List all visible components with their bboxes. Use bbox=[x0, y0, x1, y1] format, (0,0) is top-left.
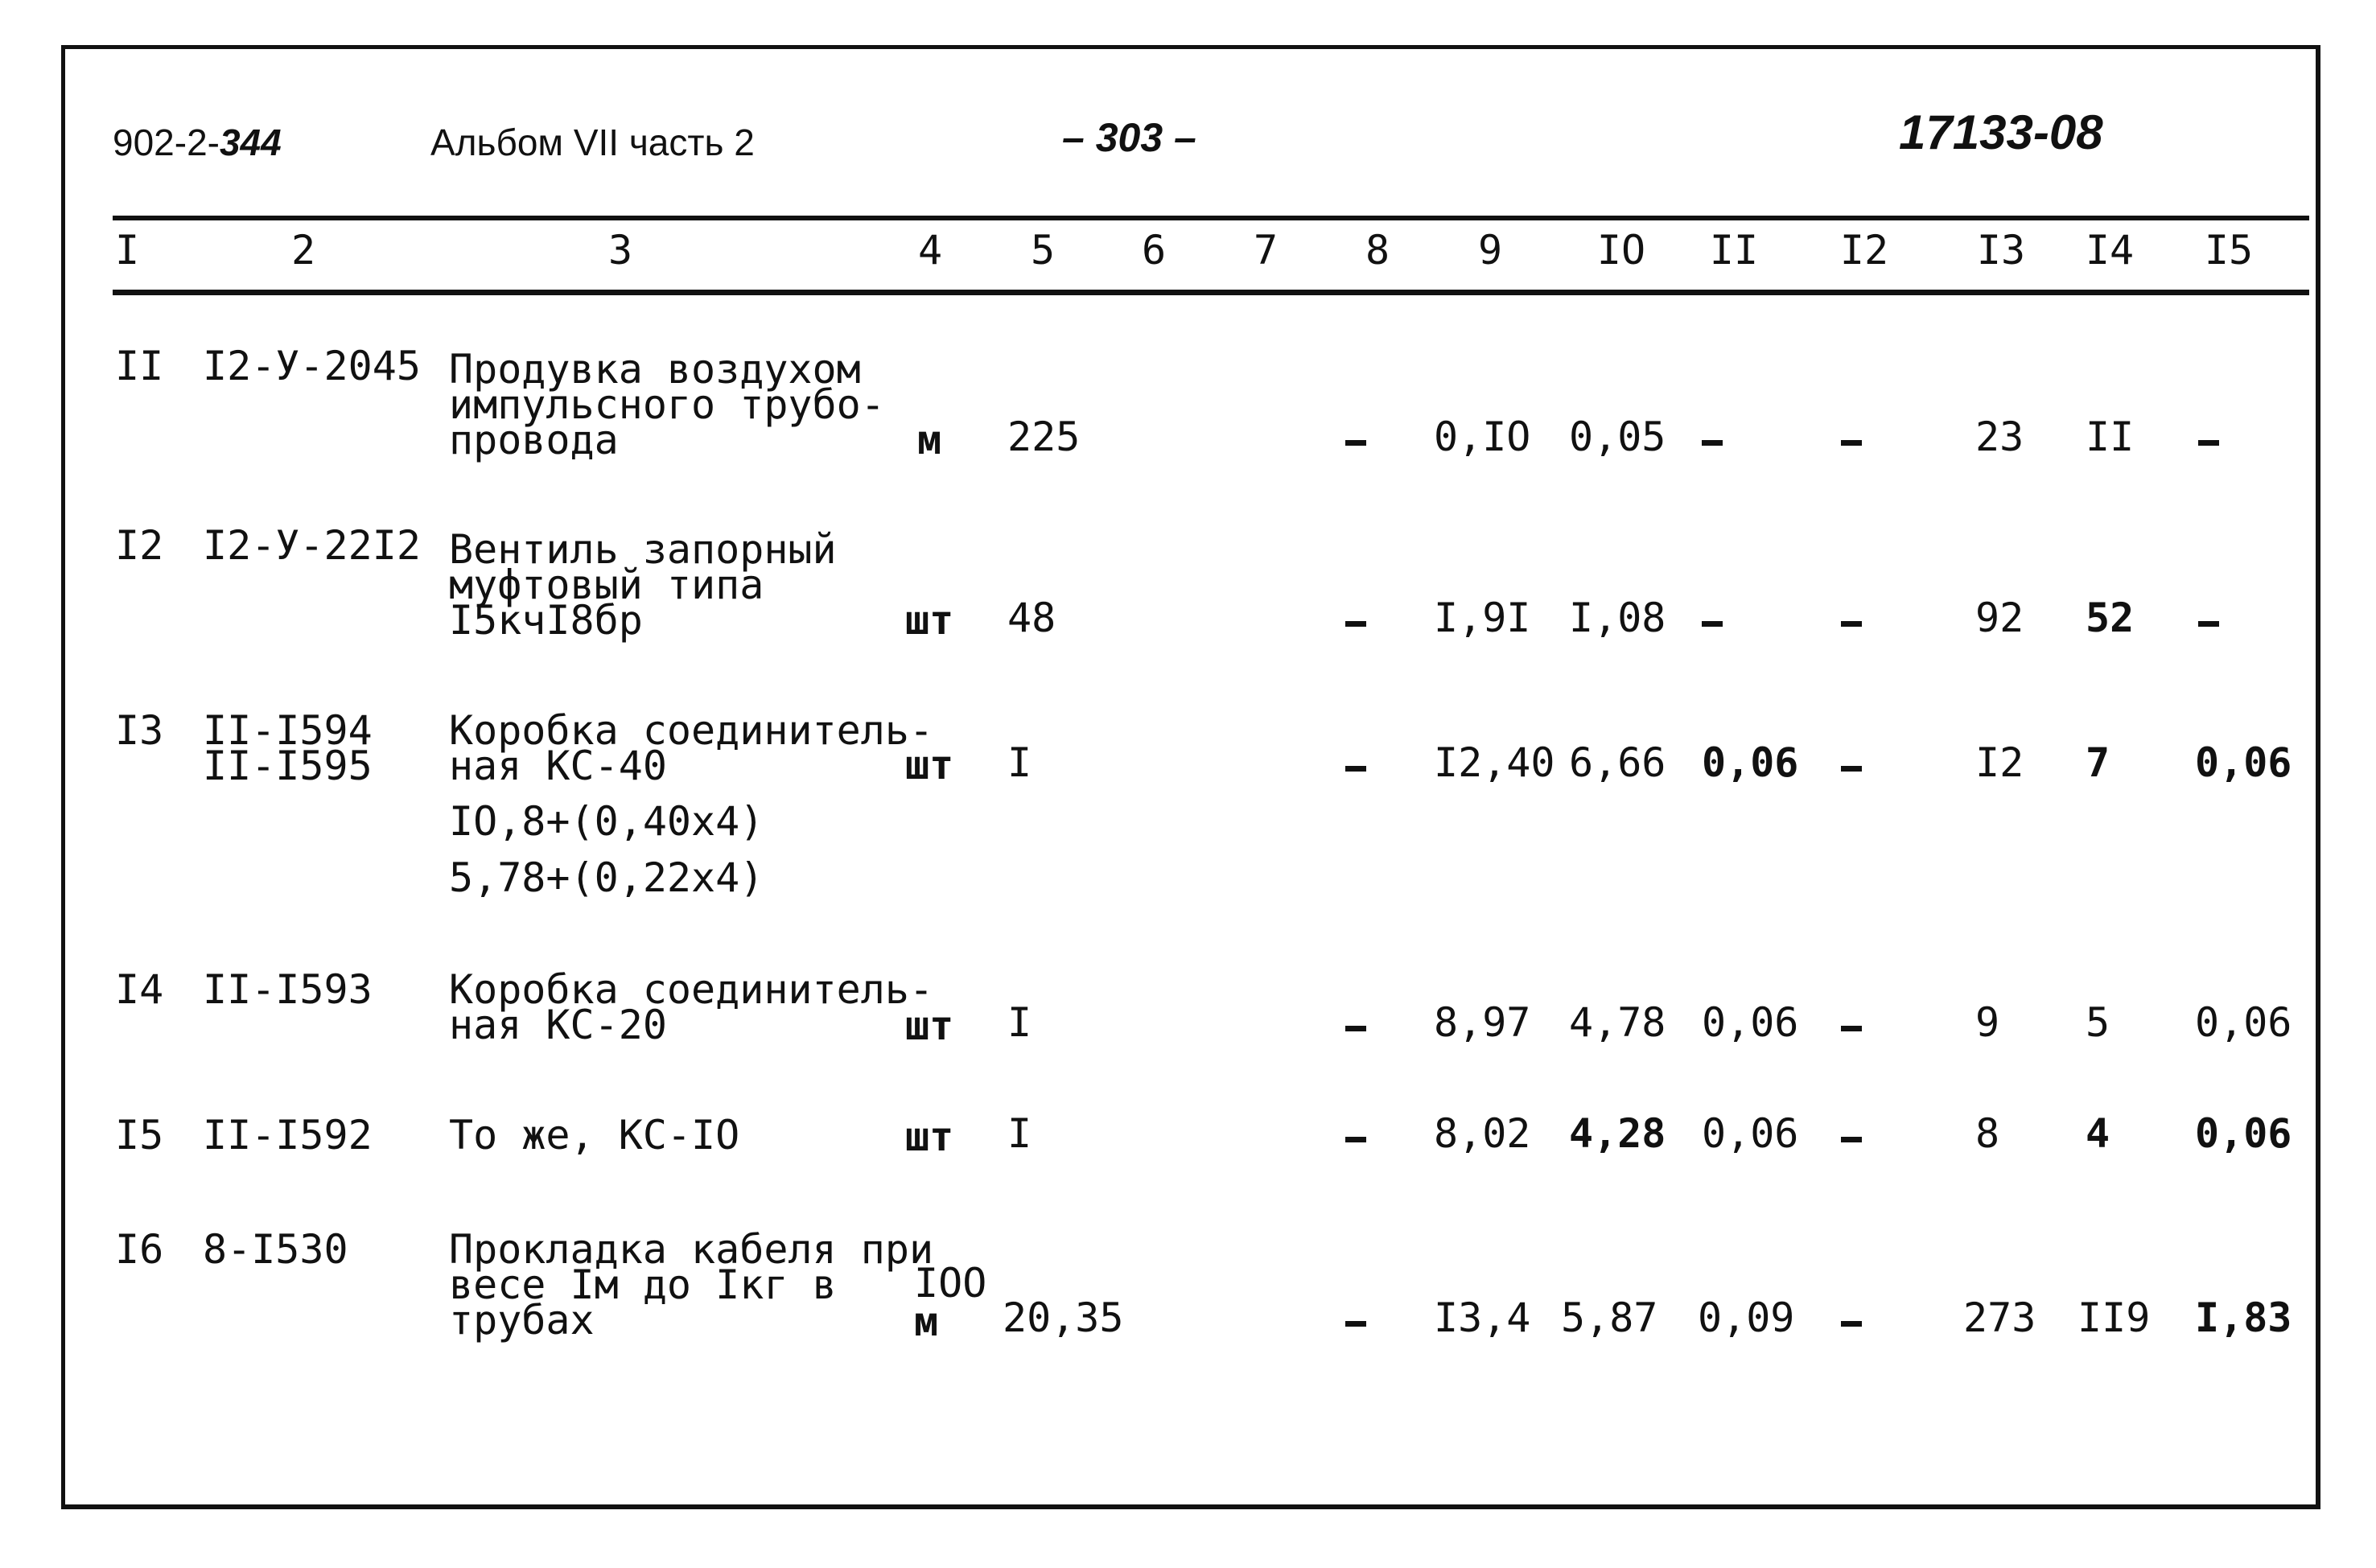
dash-col-8 bbox=[1345, 1321, 1366, 1327]
dash-col-11 bbox=[1702, 440, 1723, 446]
dash-col-11 bbox=[1702, 621, 1723, 627]
col-9-value: I2,40 bbox=[1434, 739, 1555, 786]
col-15-value: 0,06 bbox=[2195, 999, 2292, 1046]
quantity: I bbox=[1007, 999, 1032, 1046]
dash-col-12 bbox=[1841, 440, 1862, 446]
col-num-4: 4 bbox=[917, 227, 943, 274]
col-num-1: I bbox=[114, 227, 140, 274]
col-10-value: I,08 bbox=[1569, 595, 1666, 641]
dash-col-15 bbox=[2198, 621, 2219, 627]
dash-col-12 bbox=[1841, 1137, 1862, 1142]
description-line: ная КС-40 bbox=[449, 743, 667, 789]
description-line: Коробка соединитель- bbox=[449, 966, 934, 1013]
col-num-6: 6 bbox=[1141, 227, 1167, 274]
dash-col-15 bbox=[2198, 440, 2219, 446]
dash-col-12 bbox=[1841, 621, 1862, 627]
col-14-value: II bbox=[2086, 414, 2135, 460]
description-line: I5кчI8бр bbox=[449, 597, 643, 644]
col-14-value: 52 bbox=[2086, 595, 2135, 641]
unit: м bbox=[917, 417, 942, 463]
dash-col-8 bbox=[1345, 621, 1366, 627]
quantity: I bbox=[1007, 739, 1032, 786]
norm-code: II-I593 bbox=[203, 966, 373, 1013]
col-num-5: 5 bbox=[1030, 227, 1056, 274]
norm-code: I2-У-22I2 bbox=[203, 522, 421, 569]
col-9-value: I3,4 bbox=[1434, 1294, 1531, 1341]
unit: шт bbox=[905, 742, 954, 788]
description-formula: IO,8+(0,40x4) bbox=[449, 798, 764, 845]
row-number: I6 bbox=[115, 1226, 164, 1273]
description-line: Прокладка кабеля при bbox=[449, 1226, 934, 1273]
col-13-value: 23 bbox=[1975, 414, 2024, 460]
description-formula: 5,78+(0,22x4) bbox=[449, 854, 764, 901]
description-line: ная КС-20 bbox=[449, 1002, 667, 1048]
dash-col-8 bbox=[1345, 440, 1366, 446]
description-line: Вентиль запорный bbox=[449, 526, 837, 573]
col-9-value: I,9I bbox=[1434, 595, 1531, 641]
col-num-8: 8 bbox=[1365, 227, 1390, 274]
col-num-15: I5 bbox=[2204, 227, 2254, 274]
col-15-value: 0,06 bbox=[2195, 739, 2292, 786]
row-number: I4 bbox=[115, 966, 164, 1013]
row-number: I3 bbox=[115, 707, 164, 754]
col-11-value: 0,06 bbox=[1702, 999, 1799, 1046]
unit: шт bbox=[905, 597, 954, 644]
description-line: трубах bbox=[449, 1297, 595, 1344]
col-14-value: 5 bbox=[2086, 999, 2110, 1046]
description-line: весе Iм до Iкг в bbox=[449, 1261, 837, 1308]
description-line: Продувка воздухом bbox=[449, 346, 861, 393]
col-13-value: I2 bbox=[1975, 739, 2024, 786]
col-15-value: 0,06 bbox=[2195, 1110, 2292, 1157]
unit: шт bbox=[905, 1113, 954, 1160]
norm-code: II-I592 bbox=[203, 1112, 373, 1159]
doc-code-prefix: 902-2- bbox=[113, 121, 220, 163]
quantity: 48 bbox=[1007, 595, 1056, 641]
col-14-value: 4 bbox=[2086, 1110, 2110, 1157]
col-10-value: 4,78 bbox=[1569, 999, 1666, 1046]
col-14-value: II9 bbox=[2077, 1294, 2151, 1341]
norm-code: 8-I530 bbox=[203, 1226, 348, 1273]
col-13-value: 9 bbox=[1975, 999, 2000, 1046]
col-14-value: 7 bbox=[2086, 739, 2110, 786]
col-9-value: 8,97 bbox=[1434, 999, 1531, 1046]
col-13-value: 92 bbox=[1975, 595, 2024, 641]
col-9-value: 0,IO bbox=[1434, 414, 1531, 460]
header-bottom-rule bbox=[113, 290, 2309, 295]
col-11-value: 0,06 bbox=[1702, 739, 1799, 786]
col-num-12: I2 bbox=[1839, 227, 1889, 274]
dash-col-8 bbox=[1345, 766, 1366, 772]
col-num-10: IO bbox=[1596, 227, 1646, 274]
quantity: 20,35 bbox=[1003, 1294, 1124, 1341]
description-line: Коробка соединитель- bbox=[449, 707, 934, 754]
doc-code bbox=[113, 121, 282, 164]
dash-col-8 bbox=[1345, 1026, 1366, 1031]
col-10-value: 0,05 bbox=[1569, 414, 1666, 460]
unit: шт bbox=[905, 1002, 954, 1049]
col-num-7: 7 bbox=[1253, 227, 1279, 274]
col-15-value: I,83 bbox=[2195, 1294, 2292, 1341]
col-13-value: 8 bbox=[1975, 1110, 2000, 1157]
col-num-14: I4 bbox=[2085, 227, 2135, 274]
col-11-value: 0,06 bbox=[1702, 1110, 1799, 1157]
col-10-value: 4,28 bbox=[1569, 1110, 1666, 1157]
quantity: I bbox=[1007, 1110, 1032, 1157]
col-num-13: I3 bbox=[1976, 227, 2026, 274]
col-num-3: 3 bbox=[607, 227, 633, 274]
col-num-11: II bbox=[1709, 227, 1759, 274]
norm-code: I2-У-2045 bbox=[203, 343, 421, 389]
norm-code: II-I595 bbox=[203, 743, 373, 789]
dash-col-12 bbox=[1841, 1026, 1862, 1031]
album-label: Альбом VII часть 2 bbox=[430, 121, 755, 163]
col-num-2: 2 bbox=[290, 227, 316, 274]
description-line: То же, КС-IO bbox=[449, 1112, 740, 1159]
unit-amount: IOO bbox=[914, 1260, 987, 1307]
page-number: – 303 – bbox=[1062, 115, 1196, 160]
description-line: муфтовый типа bbox=[449, 562, 764, 608]
quantity: 225 bbox=[1007, 414, 1081, 460]
norm-code: II-I594 bbox=[203, 707, 373, 754]
dash-col-12 bbox=[1841, 1321, 1862, 1327]
document-number: 17133-08 bbox=[1899, 105, 2103, 159]
row-number: I2 bbox=[115, 522, 164, 569]
col-num-9: 9 bbox=[1477, 227, 1503, 274]
row-number: II bbox=[115, 343, 164, 389]
col-10-value: 5,87 bbox=[1561, 1294, 1658, 1341]
row-number: I5 bbox=[115, 1112, 164, 1159]
doc-code-handwritten: 344 bbox=[219, 121, 282, 163]
header-top-rule bbox=[113, 216, 2309, 220]
description-line: провода bbox=[449, 417, 619, 463]
dash-col-8 bbox=[1345, 1137, 1366, 1142]
dash-col-12 bbox=[1841, 766, 1862, 772]
description-line: импульсного трубо- bbox=[449, 381, 885, 428]
col-9-value: 8,02 bbox=[1434, 1110, 1531, 1157]
col-13-value: 273 bbox=[1963, 1294, 2036, 1341]
unit: м bbox=[914, 1298, 939, 1345]
col-10-value: 6,66 bbox=[1569, 739, 1666, 786]
col-11-value: 0,09 bbox=[1698, 1294, 1795, 1341]
